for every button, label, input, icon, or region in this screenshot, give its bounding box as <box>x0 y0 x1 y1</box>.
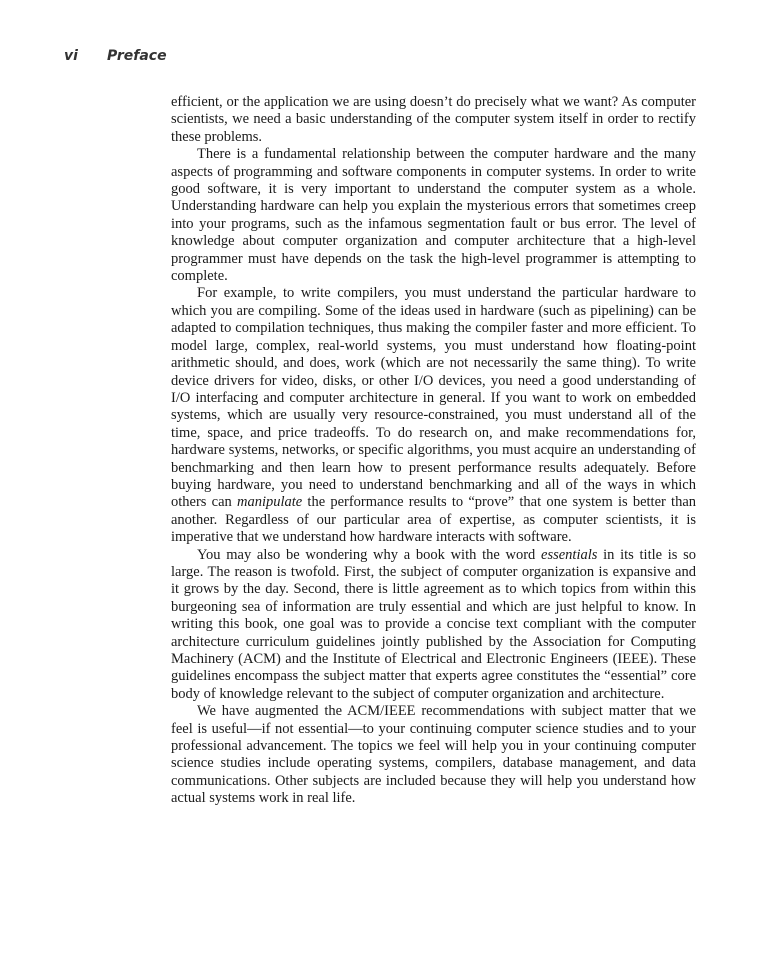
body-text <box>171 94 696 808</box>
paragraph-compilers-example <box>171 285 696 546</box>
paragraph-book-size <box>171 547 696 704</box>
paragraph-text-before: You may also be wondering why a book with the word <box>197 546 536 563</box>
paragraph-continued: efficient, or the application we are using doesn’t do precisely what we want? As computer scientists, we need a basic understanding of the computer system itself in order to rectify these problems. <box>171 94 696 145</box>
paragraph-augmented-recommendations: We have augmented the ACM/IEEE recommendations with subject matter that we feel is useful—if not essential—to your continuing computer science studies and to your professional advancement. The topics we feel will help you in your continuing computer science studies include operating systems, compilers, database management, and data communications. Other subjects are included because they will help you understand how actual systems work in real life. <box>171 703 696 807</box>
paragraph-text-before: For example, to write compilers, you must understand the particular hardware to which you are compiling. Some of the ideas used in hardware (such as pipelining) can be adapted to compilation techniques, thus making the compiler faster and more efficient. To model large, complex, real-world systems, you must understand how floating-point arithmetic should, and does, work (which are not necessarily the same thing). To write device drivers for video, disks, or other I/O devices, you need a good understanding of I/O interfacing and computer architecture in general. If you want to work on embedded systems, which are usually very resource-constrained, you must understand all of the time, space, and price tradeoffs. To do research on, and make recommendations for, hardware systems, networks, or specific algorithms, you must acquire an understanding of benchmarking and then learn how to present performance results adequately. Before buying hardware, you need to understand benchmarking and all of the ways in which others can <box>171 285 696 511</box>
paragraph-text-after: the performance results to “prove” that one system is better than another. Regardless of our particular area of expertise, as computer scientists, it is imperative that we understand how hardware interacts with software. <box>171 494 696 546</box>
paragraph-text-after: in its title is so large. The reason is twofold. First, the subject of computer organization is expansive and it grows by the day. Second, there is little agreement as to which topics from within this burgeoning sea of information are truly essential and which are just helpful to know. In writing this book, one goal was to provide a concise text compliant with the computer architecture curriculum guidelines jointly published by the Association for Computing Machinery (ACM) and the Institute of Electrical and Electronic Engineers (IEEE). These guidelines encompass the subject matter that experts agree constitutes the “essential” core body of knowledge relevant to the subject of computer organization and architecture. <box>171 546 697 702</box>
paragraph-hardware-relationship: There is a fundamental relationship between the computer hardware and the many aspects of programming and software components in computer systems. In order to write good software, it is very important to understand the computer system as a whole. Understanding hardware can help you explain the mysterious errors that sometimes creep into your programs, such as the infamous segmentation fault or bus error. The level of knowledge about computer organization and computer architecture that a high-level programmer must have depends on the task the high-level programmer is attempting to complete. <box>171 146 696 285</box>
emphasis-manipulate: manipulate <box>236 494 303 511</box>
page-number: vi <box>64 48 78 64</box>
running-head <box>64 48 167 64</box>
emphasis-essentials: essentials <box>541 546 598 563</box>
section-title: Preface <box>107 48 167 64</box>
